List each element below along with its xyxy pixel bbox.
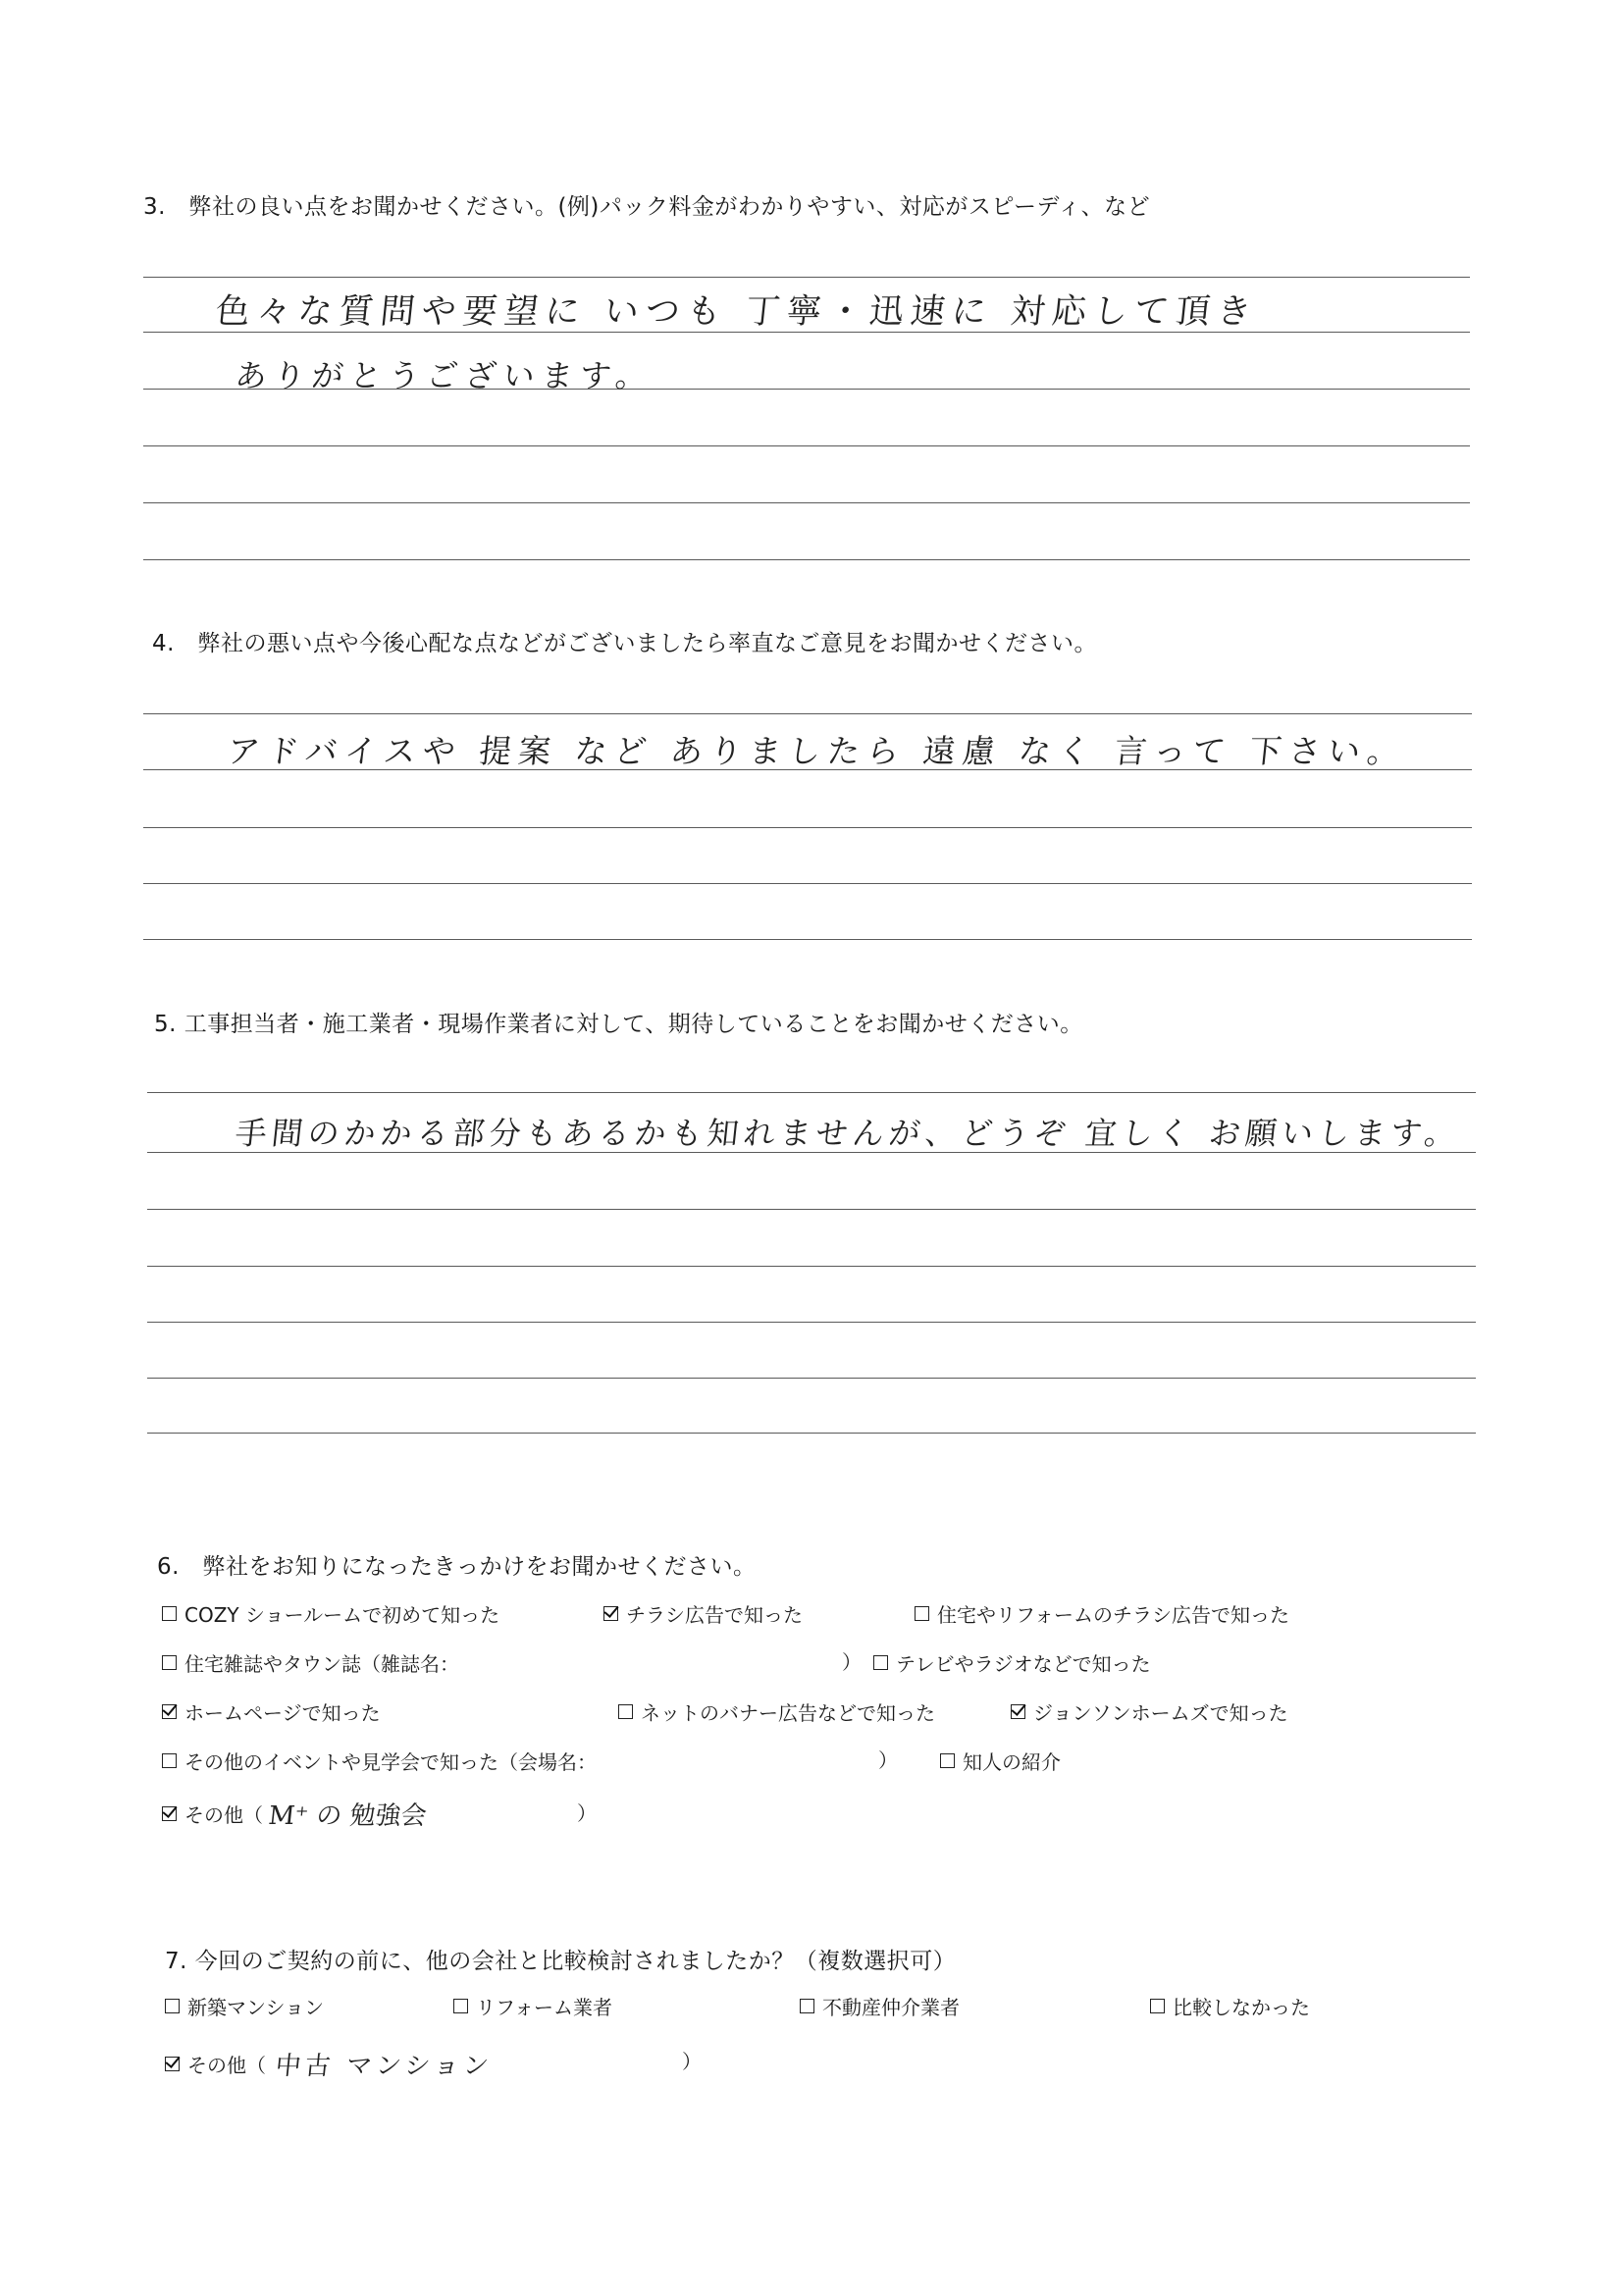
q6-option-acquaintance[interactable] [940,1747,1061,1775]
option-label: テレビやラジオなどで知った [896,1652,1151,1676]
checkbox-checked[interactable] [603,1606,618,1621]
q7-other-handwritten[interactable]: 中古 マンション [274,2052,495,2081]
answer-line [147,1092,1476,1093]
option-label: リフォーム業者 [476,1996,612,2019]
checkbox-checked[interactable] [165,2057,180,2071]
q7-other-close-paren: ） [682,2050,702,2073]
q6-option-tv-radio[interactable] [873,1648,1151,1677]
option-label: 住宅やリフォームのチラシ広告で知った [937,1603,1289,1627]
checkbox-checked[interactable] [162,1806,177,1821]
question-5-label: 5. 工事担当者・施工業者・現場作業者に対して、期待していることをお聞かせください。 [154,1012,1083,1037]
question-5-answer-line1[interactable]: 手間のかかる部分もあるかも知れませんが、どうぞ 宜しく お願いします。 [233,1115,1463,1152]
question-7-label: 7. 今回のご契約の前に、他の会社と比較検討されましたか？（複数選択可） [165,1949,957,1974]
option-label: ネットのバナー広告などで知った [641,1701,935,1725]
option-label: 不動産仲介業者 [822,1996,960,2019]
q6-option-event[interactable] [162,1747,597,1775]
checkbox-checked[interactable] [162,1704,177,1719]
checkbox-unchecked[interactable] [162,1655,177,1670]
answer-line [147,1378,1476,1379]
checkbox-unchecked[interactable] [1150,1999,1165,2013]
q6-option-homepage[interactable] [162,1697,381,1726]
option-label: COZY ショールームで初めて知った [184,1603,500,1627]
q6-option-johnson-homes[interactable] [1011,1697,1288,1726]
answer-line [147,1322,1476,1323]
checkbox-unchecked[interactable] [162,1753,177,1768]
checkbox-unchecked[interactable] [453,1999,468,2013]
answer-line [143,713,1472,714]
question-4-answer-line1[interactable]: アドバイスや 提案 など ありましたら 遠慮 なく 言って 下さい。 [225,732,1409,770]
answer-line [143,883,1472,884]
answer-line [147,1209,1476,1210]
checkbox-unchecked[interactable] [162,1606,177,1621]
option-label: 比較しなかった [1173,1996,1310,2019]
answer-line [143,445,1470,446]
answer-line [143,827,1472,828]
q7-option-new-condo[interactable] [165,1992,324,2020]
answer-line [147,1266,1476,1267]
question-6-label: 6. 弊社をお知りになったきっかけをお聞かせください。 [157,1554,757,1580]
answer-line [147,1433,1476,1434]
q6-option-flyer-ad[interactable] [603,1599,803,1628]
question-3-answer-line1[interactable]: 色々な質問や要望に いつも 丁寧・迅速に 対応して頂き [213,292,1261,332]
answer-line [143,559,1470,560]
q7-option-no-compare[interactable] [1150,1992,1310,2020]
checkbox-unchecked[interactable] [800,1999,814,2013]
option-label: ジョンソンホームズで知った [1033,1701,1288,1725]
checkbox-checked[interactable] [1011,1704,1025,1719]
q6-other-handwritten[interactable]: M⁺ の 勉強会 [267,1801,429,1831]
checkbox-unchecked[interactable] [873,1655,888,1670]
answer-line [143,502,1470,503]
venue-close-paren: ） [878,1748,898,1772]
option-label: 知人の紹介 [963,1750,1061,1774]
option-label: 新築マンション [187,1996,325,2019]
option-label: チラシ広告で知った [626,1603,803,1627]
q6-option-magazine[interactable] [162,1648,459,1677]
checkbox-unchecked[interactable] [940,1753,955,1768]
answer-line [143,277,1470,278]
checkbox-unchecked[interactable] [165,1999,180,2013]
other-close-paren: ） [577,1801,597,1825]
option-label: ホームページで知った [184,1701,381,1725]
question-3-label: 3. 弊社の良い点をお聞かせください。(例)パック料金がわかりやすい、対応がスピーディ、など [143,194,1151,220]
q6-option-banner-ad[interactable] [618,1697,935,1726]
magazine-close-paren: ） [842,1650,862,1674]
checkbox-unchecked[interactable] [618,1704,633,1719]
q7-option-other[interactable] [165,2046,493,2082]
q6-option-other[interactable] [162,1796,427,1832]
answer-line [143,939,1472,940]
q7-option-reform[interactable] [453,1992,612,2020]
q6-option-housing-flyer[interactable] [915,1599,1289,1628]
q6-option-cozy-showroom[interactable] [162,1599,499,1628]
q7-option-real-estate[interactable] [800,1992,960,2020]
option-label: その他（ [187,2054,266,2077]
checkbox-unchecked[interactable] [915,1606,929,1621]
option-label: その他（ [184,1803,263,1827]
option-label: その他のイベントや見学会で知った（会場名： [184,1750,597,1774]
question-3-answer-line2[interactable]: ありがとうございます。 [233,357,656,394]
question-4-label: 4. 弊社の悪い点や今後心配な点などがございましたら率直なご意見をお聞かせください。 [152,631,1097,656]
option-label: 住宅雑誌やタウン誌（雑誌名： [184,1652,459,1676]
